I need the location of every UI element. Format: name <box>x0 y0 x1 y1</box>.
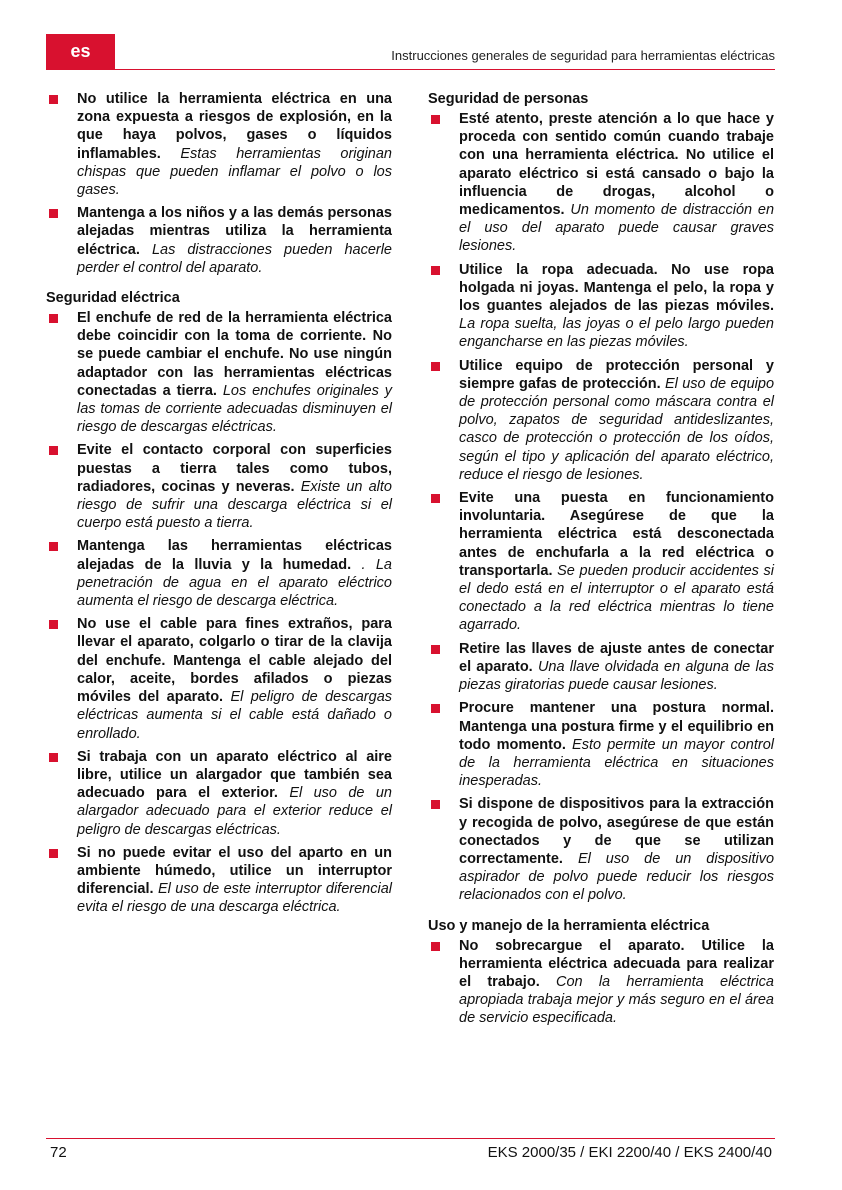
bullet-square-icon <box>431 362 440 371</box>
page-number: 72 <box>50 1144 67 1161</box>
section-heading-use: Uso y manejo de la herramienta eléctrica <box>428 917 710 934</box>
left-items-1 <box>46 90 392 277</box>
item-instruction: Procure mantener una postura normal. Mantenga una postura firme y el equilibrio en todo momento. <box>459 700 774 753</box>
list-item <box>46 615 392 742</box>
item-instruction: El enchufe de red de la herramienta eléctrica debe coincidir con la toma de corriente. No se puede cambiar el enchufe. No use ningún adaptador con las herramientas eléctricas conectadas a tierra. <box>77 310 392 399</box>
item-instruction: No utilice la herramienta eléctrica en una zona expuesta a riesgos de explosión, en la que haya polvos, gases o líquidos inflamables. <box>77 91 392 162</box>
language-tab: es <box>46 34 115 69</box>
right-items-1 <box>428 110 774 905</box>
bullet-square-icon <box>431 115 440 124</box>
list-item <box>46 309 392 436</box>
item-explanation: El peligro de descargas eléctricas aumenta si el cable está dañado o enrollado. <box>77 689 393 742</box>
bullet-square-icon <box>431 494 440 503</box>
bullet-square-icon <box>49 95 58 104</box>
section-heading-electrical: Seguridad eléctrica <box>46 290 180 307</box>
bullet-square-icon <box>49 446 58 455</box>
list-item <box>428 699 774 790</box>
item-text <box>77 204 392 277</box>
item-explanation: El uso de equipo de protección personal como máscara contra el polvo, zapatos de seguridad antideslizantes, casco de protección o protección de los oídos, según el tipo y aplicación del aparato eléctrico, reduce el riesgo de lesiones. <box>459 375 775 483</box>
item-instruction: Mantenga las herramientas eléctricas alejadas de la lluvia y la humedad. <box>77 538 392 573</box>
item-instruction: Evite una puesta en funcionamiento involuntaria. Asegúrese de que la herramienta eléctrica está desconectada antes de enchufarla a la red eléctrica o transportarla. <box>459 490 774 579</box>
item-text <box>77 844 392 917</box>
item-text <box>459 357 774 484</box>
list-item <box>46 537 392 610</box>
item-text <box>459 640 774 695</box>
item-explanation: Los enchufes originales y las tomas de corriente adecuadas disminuyen el riesgo de descargas eléctricas. <box>77 382 392 436</box>
item-instruction: Si no puede evitar el uso del aparto en un ambiente húmedo, utilice un interruptor diferencial. <box>77 844 392 898</box>
item-explanation: Con la herramienta eléctrica apropiada trabaja mejor y más seguro en el área de servicio especificada. <box>459 973 774 1027</box>
item-explanation: El uso de este interruptor diferencial evita el riesgo de una descarga eléctrica. <box>77 881 392 916</box>
list-item <box>46 441 392 532</box>
list-item <box>428 489 774 635</box>
item-text <box>459 261 774 352</box>
bullet-square-icon <box>431 800 440 809</box>
left-items-2 <box>46 309 392 917</box>
item-instruction: Retire las llaves de ajuste antes de conectar el aparato. <box>459 640 774 675</box>
item-instruction: Mantenga a los niños y a las demás personas alejadas mientras utiliza la herramienta eléctrica. <box>77 205 392 258</box>
bullet-square-icon <box>431 942 440 951</box>
item-instruction: No sobrecargue el aparato. Utilice la herramienta eléctrica adecuada para realizar el trabajo. <box>459 937 774 990</box>
right-column <box>428 90 774 1033</box>
header-divider <box>46 69 775 70</box>
item-explanation: Se pueden producir accidentes si el dedo está en el interruptor o el aparato está conectado a la red eléctrica mientras lo tiene agarrado. <box>459 562 775 634</box>
bullet-square-icon <box>49 542 58 551</box>
item-text <box>459 937 774 1028</box>
bullet-square-icon <box>49 849 58 858</box>
list-item <box>46 90 392 199</box>
item-instruction: Si trabaja con un aparato eléctrico al aire libre, utilice un alargador que también sea adecuado para el exterior. <box>77 748 392 802</box>
item-explanation: Una llave olvidada en alguna de las piezas giratorias puede causar lesiones. <box>459 658 774 694</box>
model-numbers: EKS 2000/35 / EKI 2200/40 / EKS 2400/40 <box>487 1144 772 1161</box>
item-explanation: El uso de un alargador adecuado para el exterior reduce el peligro de descargas eléctricas. <box>77 785 392 838</box>
bullet-square-icon <box>431 266 440 275</box>
page-header-title: Instrucciones generales de seguridad para herramientas eléctricas <box>391 48 775 63</box>
bullet-square-icon <box>431 704 440 713</box>
item-explanation: Esto permite un mayor control de la herramienta eléctrica en situaciones inesperadas. <box>459 736 774 790</box>
list-item <box>428 795 774 904</box>
item-text <box>459 699 774 790</box>
item-instruction: Utilice la ropa adecuada. No use ropa holgada ni joyas. Mantenga el pelo, la ropa y los guantes alejados de las piezas móviles. <box>459 261 774 315</box>
list-item <box>46 844 392 917</box>
item-text <box>459 489 774 635</box>
bullet-square-icon <box>49 620 58 629</box>
item-instruction: No use el cable para fines extraños, para llevar el aparato, colgarlo o tirar de la clavija del enchufe. Mantenga el cable alejado del calor, aceite, bordes afilados o piezas móviles del aparato. <box>77 616 392 706</box>
item-explanation: Estas herramientas originan chispas que pueden inflamar el polvo o los gases. <box>77 145 392 199</box>
item-text <box>459 795 774 904</box>
right-items-2 <box>428 937 774 1028</box>
bullet-square-icon <box>49 314 58 323</box>
item-explanation: . La penetración de agua en el aparato eléctrico aumenta el riesgo de descarga eléctrica. <box>77 556 392 610</box>
bullet-square-icon <box>49 753 58 762</box>
list-item <box>428 357 774 484</box>
item-text <box>77 748 392 839</box>
footer-divider <box>46 1138 775 1139</box>
item-instruction: Si dispone de dispositivos para la extracción y recogida de polvo, asegúrese de que están conectados y de que se utilizan correctamente. <box>459 796 774 867</box>
item-explanation: Existe un alto riesgo de sufrir una descarga eléctrica si el cuerpo está puesto a tierra. <box>77 478 392 532</box>
item-explanation: El uso de un dispositivo aspirador de polvo puede reducir los riesgos relacionados con el polvo. <box>459 850 775 904</box>
section-heading-personal: Seguridad de personas <box>428 91 589 107</box>
list-item <box>428 937 774 1028</box>
list-item <box>428 261 774 352</box>
item-text <box>77 537 392 610</box>
item-explanation: Un momento de distracción en el uso del aparato puede causar graves lesiones. <box>459 202 775 255</box>
left-column <box>46 90 392 922</box>
item-instruction: Esté atento, preste atención a lo que hace y proceda con sentido común cuando trabaje con una herramienta eléctrica. No utilice el aparato eléctrico si está cansado o bajo la influencia de drogas, alcohol o medicamentos. <box>459 111 774 219</box>
item-text <box>459 110 774 256</box>
item-text <box>77 615 392 742</box>
item-text <box>77 90 392 199</box>
list-item <box>46 748 392 839</box>
item-explanation: La ropa suelta, las joyas o el pelo largo pueden engancharse en las piezas móviles. <box>459 316 774 351</box>
item-instruction: Utilice equipo de protección personal y siempre gafas de protección. <box>459 357 774 392</box>
item-instruction: Evite el contacto corporal con superficies puestas a tierra tales como tubos, radiadores, cocinas y neveras. <box>77 442 392 495</box>
list-item <box>428 110 774 256</box>
bullet-square-icon <box>431 645 440 654</box>
list-item <box>46 204 392 277</box>
item-explanation: Las distracciones pueden hacerle perder el control del aparato. <box>77 241 392 276</box>
bullet-square-icon <box>49 209 58 218</box>
list-item <box>428 640 774 695</box>
item-text <box>77 309 392 436</box>
item-text <box>77 441 392 532</box>
